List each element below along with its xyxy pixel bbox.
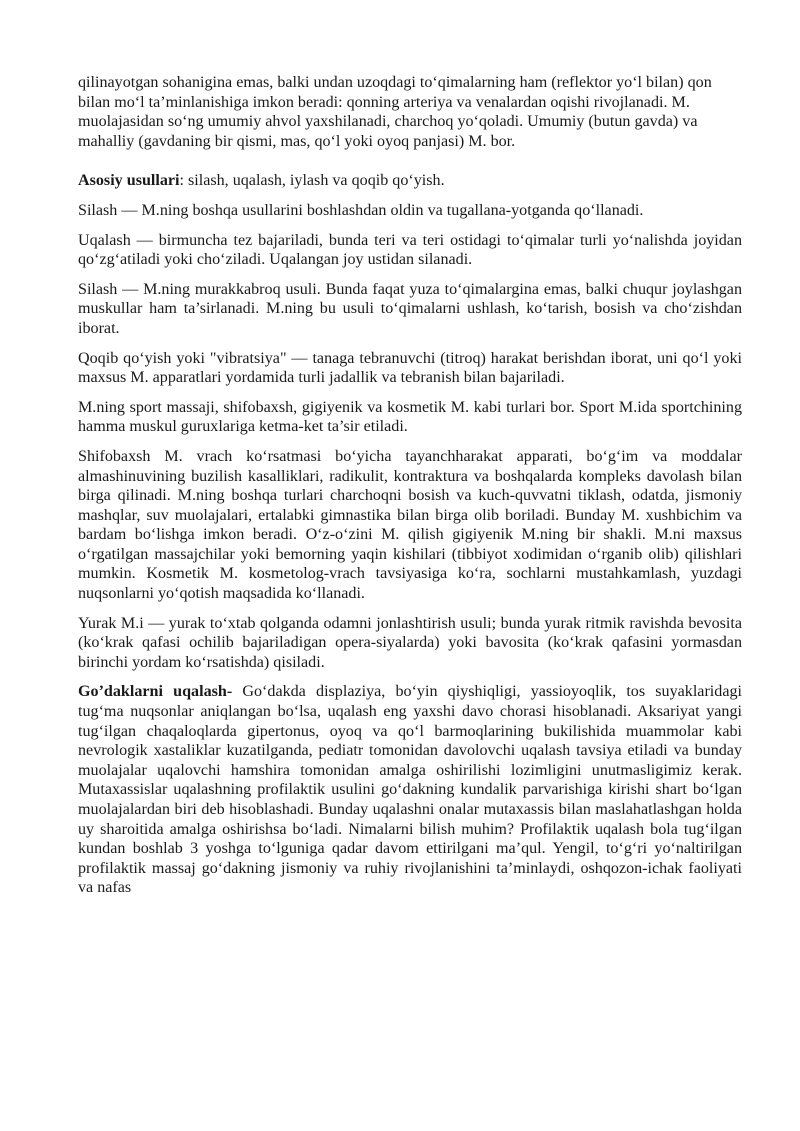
intro-paragraph: qilinayotgan sohanigina emas, balki undan uzoqdagi to‘qimalarning ham (reflektor yo‘l bilan) qon bilan mo‘l ta’minlanishiga imkon beradi: qonning arteriya va venalardan oqishi rivojlanadi. M. muolajasidan so‘ng umumiy ahvol yaxshilanadi, charchoq yo‘qoladi. Umumiy (butun gavda) va mahalliy (gavdaning bir qismi, mas, qo‘l yoki oyoq panjasi) M. bor.: [78, 74, 712, 150]
silash-intro-paragraph: Silash — M.ning boshqa usullarini boshlashdan oldin va tugallana-yotganda qo‘llanadi.: [78, 201, 644, 219]
methods-heading: Asosiy usullari: [78, 172, 180, 190]
heart-massage-paragraph: Yurak M.i — yurak to‘xtab qolganda odamni jonlashtirish usuli; bunda yurak ritmik ravishda bevosita (ko‘krak qafasi ochilib bajariladigan opera-siyalarda) yoki bavosita (ko‘krak qafasini yormasdan birinchi yordam ko‘rsatishda) qisiladi.: [78, 614, 742, 671]
silash-detail-paragraph: Silash — M.ning murakkabroq usuli. Bunda faqat yuza to‘qimalargina emas, balki chuqur joylashgan muskullar ham ta’sirlanadi. M.ning bu usuli to‘qimalarni ushlash, ko‘tarish, bosish va cho‘zishdan iborat.: [78, 280, 742, 337]
massage-types-paragraph: M.ning sport massaji, shifobaxsh, gigiyenik va kosmetik M. kabi turlari bor. Sport M.ida sportchining hamma muskul guruxlariga ketma-ket ta’sir etiladi.: [78, 398, 742, 436]
infant-massage-text: Go‘dakda displaziya, bo‘yin qiyshiqligi, yassioyoqlik, tos suyaklaridagi tug‘ma nuqsonlar aniqlangan bo‘lsa, uqalash eng yaxshi davo chorasi hisoblanadi. Aksariyat yangi tug‘ilgan chaqaloqlarda gipertonus, oyoq va qo‘l barmoqlarining bukilishida muammolar kabi nevrologik xastaliklar kuzatilganda, pediatr tomonidan davolovchi uqalash tavsiya etiladi va bunday muolajalar uqalovchi hamshira tomonidan amalga oshirilishi lozimligini unutmasligimiz kerak. Mutaxassislar uqalashning profilaktik usulini go‘dakning kundalik parvarishiga kirishi shart bo‘lgan muolajalardan biri deb hisoblashadi. Bunday uqalashni onalar mutaxassis bilan maslahatlashgan holda uy sharoitida amalga oshirishsa bo‘ladi. Nimalarni bilish muhim? Profilaktik uqalash bola tug‘ilgan kundan boshlab 3 yoshga to‘lguniga qadar davom ettirilgani ma’qul. Yengil, to‘g‘ri yo‘naltirilgan profilaktik massaj go‘dakning jismoniy va ruhiy rivojlanishini ta’minlaydi, oshqozon-ichak faoliyati va nafas: [78, 683, 742, 897]
uqalash-paragraph: Uqalash — birmuncha tez bajariladi, bunda teri va teri ostidagi to‘qimalar turli yo‘nalishda joyidan qo‘zg‘atiladi yoki cho‘ziladi. Uqalangan joy ustidan silanadi.: [78, 231, 742, 269]
infant-massage-paragraph: [78, 682, 742, 898]
methods-text: : silash, uqalash, iylash va qoqib qo‘yish.: [179, 172, 445, 190]
infant-massage-heading: Go’daklarni uqalash-: [78, 683, 233, 701]
therapeutic-massage-paragraph: Shifobaxsh M. vrach ko‘rsatmasi bo‘yicha tayanchharakat apparati, bo‘g‘im va moddalar almashinuvining buzilish kasalliklari, radikulit, kontraktura va boshqalarda kompleks davolash bilan birga qilinadi. M.ning boshqa turlari charchoqni bosish va kuch-quvvatni tiklash, odatda, jismoniy mashqlar, suv muolajalari, ertalabki gimnastika bilan birga olib boriladi. Bunday M. xushbichim va bardam bo‘lishga imkon beradi. O‘z-o‘zini M. qilish gigiyenik M.ning bir shakli. M.ni maxsus o‘rgatilgan massajchilar yoki bemorning yaqin kishilari (tibbiyot xodimidan o‘rganib olib) qilishlari mumkin. Kosmetik M. kosmetolog-vrach tavsiyasiga ko‘ra, sochlarni mustahkamlash, yuzdagi nuqsonlarni yo‘qotish maqsadida ko‘llanadi.: [78, 447, 742, 603]
document-page: [78, 73, 742, 908]
vibration-paragraph: Qoqib qo‘yish yoki "vibratsiya" — tanaga tebranuvchi (titroq) harakat berishdan iborat, uni qo‘l yoki maxsus M. apparatlari yordamida turli jadallik va tebranish bilan bajariladi.: [78, 349, 742, 387]
methods-paragraph: [78, 171, 742, 191]
